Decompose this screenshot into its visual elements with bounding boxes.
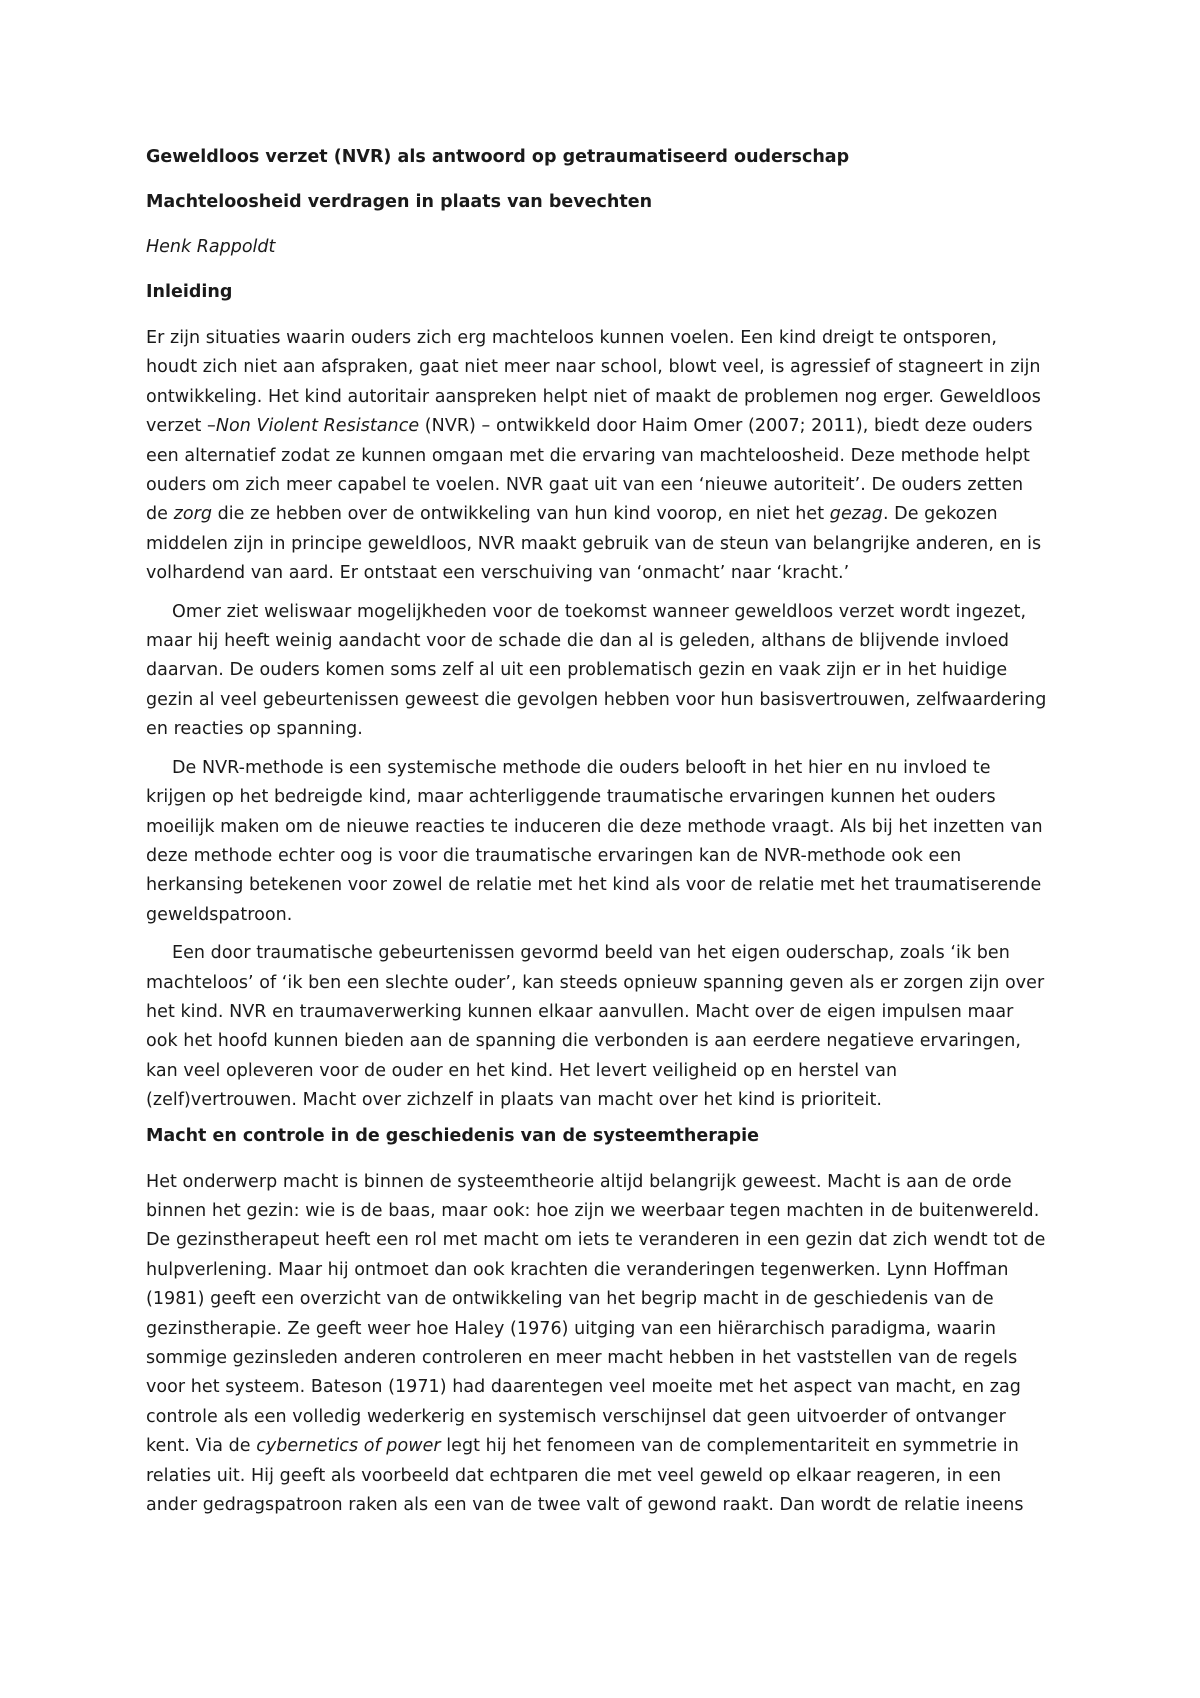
- text-run: verzet –: [146, 416, 216, 437]
- paragraph-2: [146, 598, 1066, 745]
- text-line: en reacties op spanning.: [146, 719, 363, 740]
- text-line: De NVR-methode is een systemische methode die ouders belooft in het hier en nu invloed te: [172, 757, 991, 778]
- text-run: de: [146, 504, 174, 525]
- text-line: kan veel opleveren voor de ouder en het kind. Het levert veiligheid op en herstel van: [146, 1060, 898, 1081]
- text-line: deze methode echter oog is voor die traumatische ervaringen kan de NVR-methode ook een: [146, 845, 962, 866]
- text-line: Er zijn situaties waarin ouders zich erg machteloos kunnen voelen. Een kind dreigt te ontsporen,: [146, 328, 998, 348]
- text-line: het kind. NVR en traumaverwerking kunnen elkaar aanvullen. Macht over de eigen impulsen maar: [146, 1001, 1014, 1022]
- text-line: hulpverlening. Maar hij ontmoet dan ook krachten die veranderingen tegenwerken. Lynn Hoffman: [146, 1259, 1009, 1280]
- italic-term: gezag: [829, 504, 883, 525]
- text-line: moeilijk maken om de nieuwe reacties te induceren die deze methode vraagt. Als bij het inzetten van: [146, 816, 1043, 837]
- text-line: ook het hoofd kunnen bieden aan de spanning die verbonden is aan eerdere negatieve ervaringen,: [146, 1031, 1021, 1052]
- italic-term: Non Violent Resistance: [215, 416, 420, 437]
- text-line: volhardend van aard. Er ontstaat een verschuiving van ‘onmacht’ naar ‘kracht.’: [146, 563, 850, 584]
- document-page: [146, 146, 1066, 1529]
- text-line: binnen het gezin: wie is de baas, maar ook: hoe zijn we weerbaar tegen machten in de buitenwereld.: [146, 1200, 1040, 1221]
- text-line: (zelf)vertrouwen. Macht over zichzelf in plaats van macht over het kind is prioriteit.: [146, 1090, 882, 1111]
- text-run: . De gekozen: [882, 504, 998, 525]
- text-line: middelen zijn in principe geweldloos, NVR maakt gebruik van de steun van belangrijke anderen, en is: [146, 533, 1042, 554]
- text-line: De gezinstherapeut heeft een rol met macht om iets te veranderen in een gezin dat zich wendt tot de: [146, 1230, 1046, 1251]
- text-line: Het onderwerp macht is binnen de systeemtheorie altijd belangrijk geweest. Macht is aan de orde: [146, 1171, 1012, 1192]
- italic-term: cybernetics of power: [256, 1436, 441, 1457]
- text-run: (NVR) – ontwikkeld door Haim Omer (2007; 2011), biedt deze ouders: [419, 416, 1033, 437]
- text-line: ouders om zich meer capabel te voelen. NVR gaat uit van een ‘nieuwe autoriteit’. De ouders zetten: [146, 475, 1024, 496]
- text-line: [146, 412, 1066, 441]
- italic-term: zorg: [173, 504, 212, 525]
- text-line: controle als een volledig wederkerig en systemisch verschijnsel dat geen uitvoerder of ontvanger: [146, 1406, 1006, 1427]
- text-line: sommige gezinsleden anderen controleren en meer macht hebben in het vaststellen van de regels: [146, 1348, 1018, 1368]
- paragraph-5: [146, 1168, 1066, 1521]
- text-line: voor het systeem. Bateson (1971) had daarentegen veel moeite met het aspect van macht, en zag: [146, 1377, 1021, 1398]
- text-line: [146, 500, 1066, 529]
- document-subtitle: Machteloosheid verdragen in plaats van bevechten: [146, 192, 653, 212]
- text-line: een alternatief zodat ze kunnen omgaan met die ervaring van machteloosheid. Deze methode helpt: [146, 445, 1030, 466]
- text-line: herkansing betekenen voor zowel de relatie met het kind als voor de relatie met het traumatiserende: [146, 875, 1042, 896]
- text-line: [146, 1432, 1066, 1461]
- text-line: houdt zich niet aan afspraken, gaat niet meer naar school, blowt veel, is agressief of stagneert in zijn: [146, 357, 1041, 378]
- text-line: daarvan. De ouders komen soms zelf al uit een problematisch gezin en vaak zijn er in het huidige: [146, 660, 1008, 681]
- text-line: ontwikkeling. Het kind autoritair aanspreken helpt niet of maakt de problemen nog erger. Geweldloos: [146, 386, 1041, 407]
- section-heading-inleiding: Inleiding: [146, 282, 233, 302]
- text-line: machteloos’ of ‘ik ben een slechte ouder’, kan steeds opnieuw spanning geven als er zorgen zijn over: [146, 972, 1045, 993]
- text-line: ander gedragspatroon raken als een van de twee valt of gewond raakt. Dan wordt de relatie ineens: [146, 1495, 1024, 1516]
- text-line: Omer ziet weliswaar mogelijkheden voor de toekomst wanneer geweldloos verzet wordt ingezet,: [172, 601, 1027, 622]
- author-name: Henk Rappoldt: [146, 237, 276, 257]
- text-line: geweldspatroon.: [146, 904, 293, 925]
- paragraph-3: [146, 754, 1066, 930]
- text-run: die ze hebben over de ontwikkeling van hun kind voorop, en niet het: [212, 504, 830, 525]
- paragraph-4: [146, 939, 1066, 1115]
- text-line: krijgen op het bedreigde kind, maar achterliggende traumatische ervaringen kunnen het ouders: [146, 787, 996, 808]
- text-line: maar hij heeft weinig aandacht voor de schade die dan al is geleden, althans de blijvende invloed: [146, 631, 1010, 652]
- document-title: Geweldloos verzet (NVR) als antwoord op getraumatiseerd ouderschap: [146, 147, 850, 167]
- paragraph-1: [146, 324, 1066, 589]
- text-run: kent. Via de: [146, 1436, 257, 1457]
- text-line: relaties uit. Hij geeft als voorbeeld dat echtparen die met veel geweld op elkaar reageren, in een: [146, 1465, 1002, 1486]
- text-line: gezin al veel gebeurtenissen geweest die gevolgen hebben voor hun basisvertrouwen, zelfwaardering: [146, 689, 1047, 710]
- text-line: gezinstherapie. Ze geeft weer hoe Haley (1976) uitging van een hiërarchisch paradigma, waarin: [146, 1318, 996, 1339]
- section-heading-macht: Macht en controle in de geschiedenis van de systeemtherapie: [146, 1125, 760, 1146]
- text-line: (1981) geeft een overzicht van de ontwikkeling van het begrip macht in de geschiedenis van de: [146, 1289, 994, 1310]
- text-run: legt hij het fenomeen van de complementariteit en symmetrie in: [440, 1436, 1019, 1457]
- text-line: Een door traumatische gebeurtenissen gevormd beeld van het eigen ouderschap, zoals ‘ik ben: [172, 943, 1010, 964]
